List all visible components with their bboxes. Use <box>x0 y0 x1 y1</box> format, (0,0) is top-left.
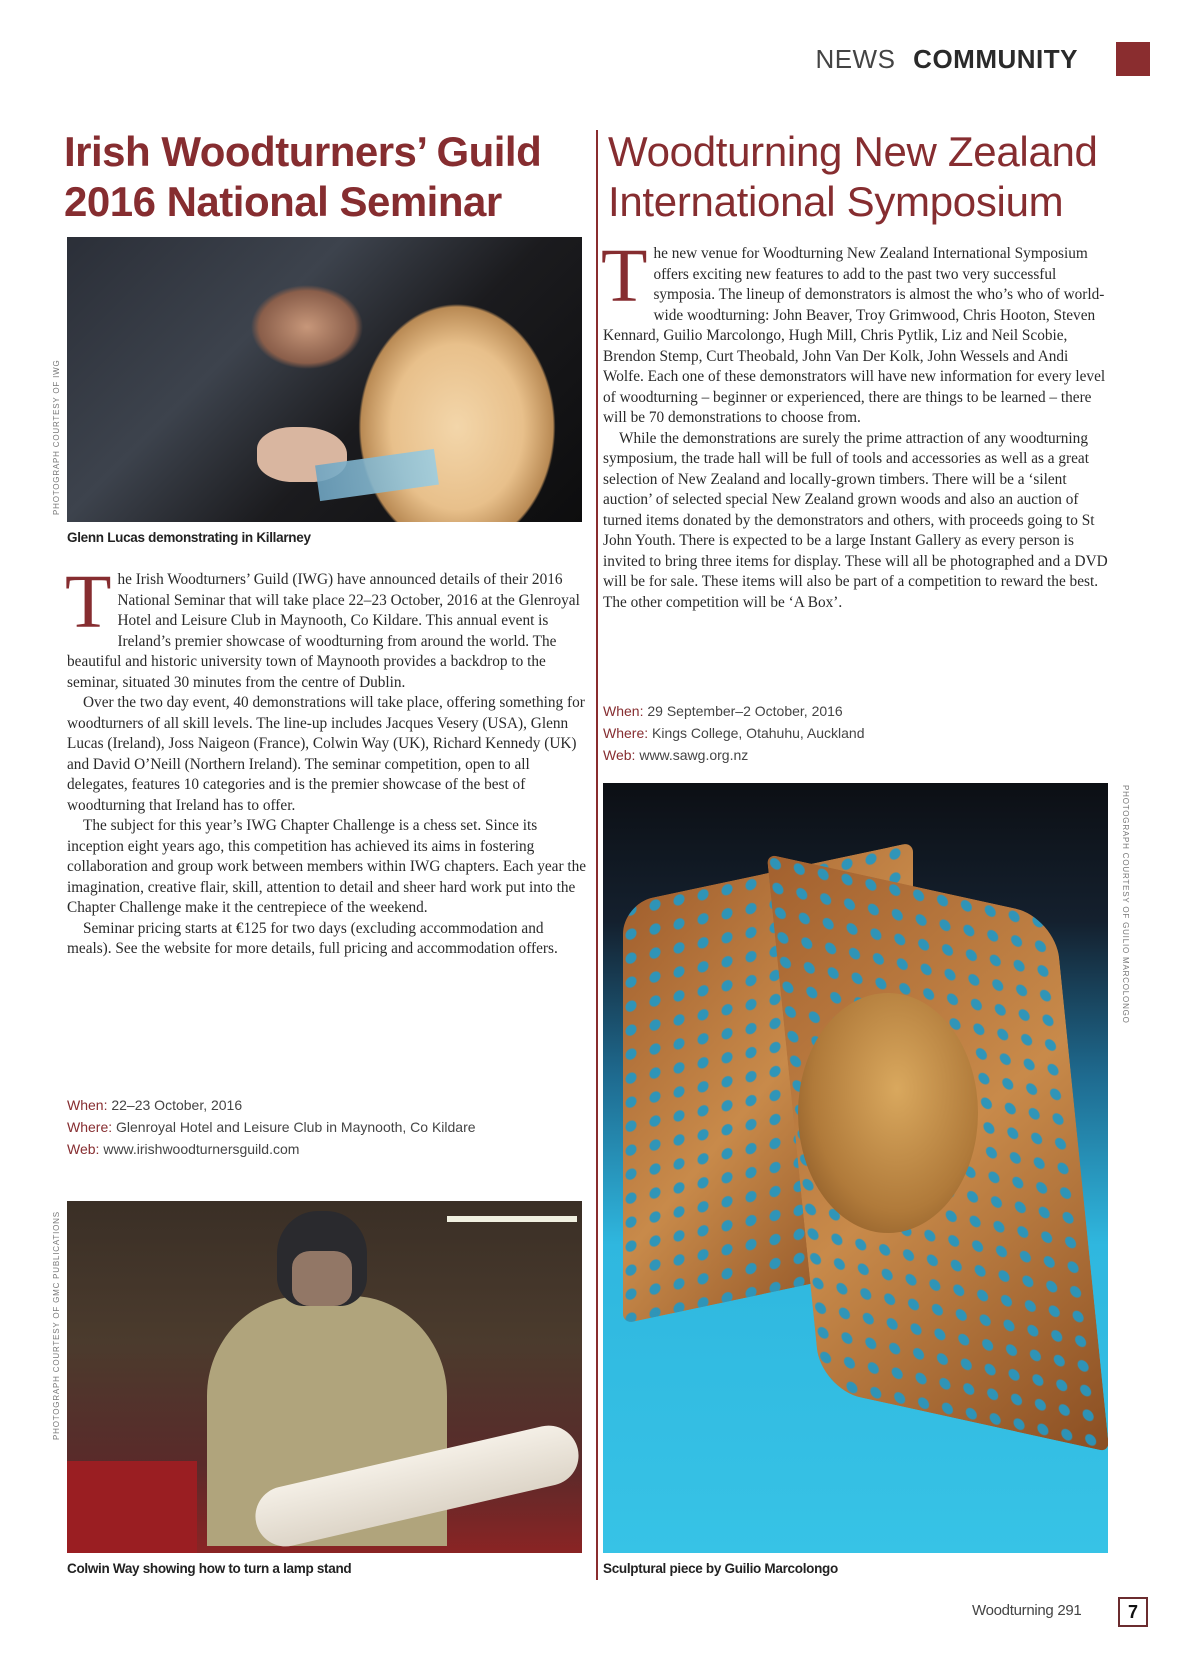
event-when: When: 29 September–2 October, 2016 <box>603 703 843 719</box>
photo-detail-face <box>292 1251 352 1306</box>
right-title-line-2: International Symposium <box>608 178 1064 225</box>
left-paragraph-3: The subject for this year’s IWG Chapter Challenge is a chess set. Since its inception eight years ago, this competition has achieved its aims in fostering collaboration and group work between members within IWG chapters. Each year the imagination, creative flair, skill, attention to detail and sheer hard work put into the Chapter Challenge make it the centrepiece of the weekend. <box>67 817 587 916</box>
left-paragraph-4: Seminar pricing starts at €125 for two days (excluding accommodation and meals). See the website for more details, full pricing and accommodation offers. <box>67 919 558 957</box>
left-article-title <box>64 127 541 227</box>
photo-colwin-way <box>67 1201 582 1553</box>
event-web-link[interactable]: www.sawg.org.nz <box>635 747 749 763</box>
photo-marcolongo-sculpture <box>603 783 1108 1553</box>
right-event-info <box>603 700 865 766</box>
event-where: Where: Kings College, Otahuhu, Auckland <box>603 725 865 741</box>
event-when: When: 22–23 October, 2016 <box>67 1097 243 1113</box>
photo-detail-tool-cabinet <box>67 1461 197 1553</box>
section-label-community: COMMUNITY <box>913 44 1078 74</box>
left-event-info <box>67 1094 476 1160</box>
photo-caption-glenn-lucas: Glenn Lucas demonstrating in Killarney <box>67 530 311 545</box>
photo-detail-bowl <box>798 993 978 1233</box>
photo-caption-sculpture: Sculptural piece by Guilio Marcolongo <box>603 1561 838 1576</box>
right-article-body <box>601 234 1108 613</box>
right-paragraph-1: The new venue for Woodturning New Zealand International Symposium offers exciting new features to add to the past two very successful symposia. The lineup of demonstrators is almost the who’s who of world-wide woodturning: John Beaver, Troy Grimwood, Chris Hooton, Steven Kennard, Guilio Marcolongo, Hugh Mill, Chris Pytlik, Liz and Neil Scobie, Brendon Stemp, Curt Theobald, John Van Der Kolk, John Wessels and Andi Wolfe. Each one of these demonstrators will have new information for every level of woodturning – beginner or experienced, there are things to be learned – there will be 70 demonstrations to choose from. <box>601 234 1106 426</box>
event-web-link[interactable]: www.irishwoodturnersguild.com <box>99 1141 300 1157</box>
left-title-line-2: 2016 National Seminar <box>64 178 502 225</box>
dropcap: T <box>601 234 648 318</box>
section-header <box>815 44 1078 75</box>
photo-glenn-lucas <box>67 237 582 522</box>
photo-credit-marcolongo: PHOTOGRAPH COURTESY OF GUILIO MARCOLONGO <box>1121 785 1130 1024</box>
right-article-title <box>608 127 1098 227</box>
photo-detail-light <box>447 1216 577 1222</box>
dropcap: T <box>65 560 112 644</box>
column-divider <box>596 130 598 1580</box>
magazine-issue: Woodturning 291 <box>972 1602 1082 1619</box>
left-article-body <box>65 560 587 960</box>
photo-credit-iwg: PHOTOGRAPH COURTESY OF IWG <box>52 359 61 515</box>
right-paragraph-2: While the demonstrations are surely the prime attraction of any woodturning symposium, the trade hall will be full of tools and accessories as well as a great selection of New Zealand and locally-grown timbers. There will be a ‘silent auction’ of selected special New Zealand grown woods and also an auction of turned items donated by the demonstrators and others, with proceeds going to St John Youth. There is expected to be a large Instant Gallery as every person is invited to bring three items for display. These will all be photographed and a DVD will be for sale. These items will also be part of a competition to reward the best. The other competition will be ‘A Box’. <box>603 429 1108 611</box>
left-title-line-1: Irish Woodturners’ Guild <box>64 128 542 175</box>
right-title-line-1: Woodturning New Zealand <box>608 128 1098 175</box>
section-color-swatch <box>1116 42 1150 76</box>
section-label-news: NEWS <box>815 44 896 74</box>
event-web: Web: www.irishwoodturnersguild.com <box>67 1141 300 1157</box>
page-number: 7 <box>1118 1597 1148 1627</box>
photo-credit-gmc: PHOTOGRAPH COURTESY OF GMC PUBLICATIONS <box>52 1211 61 1440</box>
left-paragraph-1: The Irish Woodturners’ Guild (IWG) have announced details of their 2016 National Seminar that will take place 22–23 October, 2016 at the Glenroyal Hotel and Leisure Club in Maynooth, Co Kildare. This annual event is Ireland’s premier showcase of woodturning from around the world. The beautiful and historic university town of Maynooth provides a backdrop to the seminar, situated 30 minutes from the centre of Dublin. <box>65 560 580 691</box>
left-paragraph-2: Over the two day event, 40 demonstrations will take place, offering something for woodturners of all skill levels. The line-up includes Jacques Vesery (USA), Glenn Lucas (Ireland), Joss Naigeon (France), Colwin Way (UK), Richard Kennedy (UK) and David O’Neill (Northern Ireland). The seminar competition, open to all delegates, features 10 categories and is the premier showcase of the best of woodturning that Ireland has to offer. <box>67 694 585 814</box>
photo-caption-colwin-way: Colwin Way showing how to turn a lamp stand <box>67 1561 352 1576</box>
event-where: Where: Glenroyal Hotel and Leisure Club in Maynooth, Co Kildare <box>67 1119 476 1135</box>
event-web: Web: www.sawg.org.nz <box>603 747 749 763</box>
